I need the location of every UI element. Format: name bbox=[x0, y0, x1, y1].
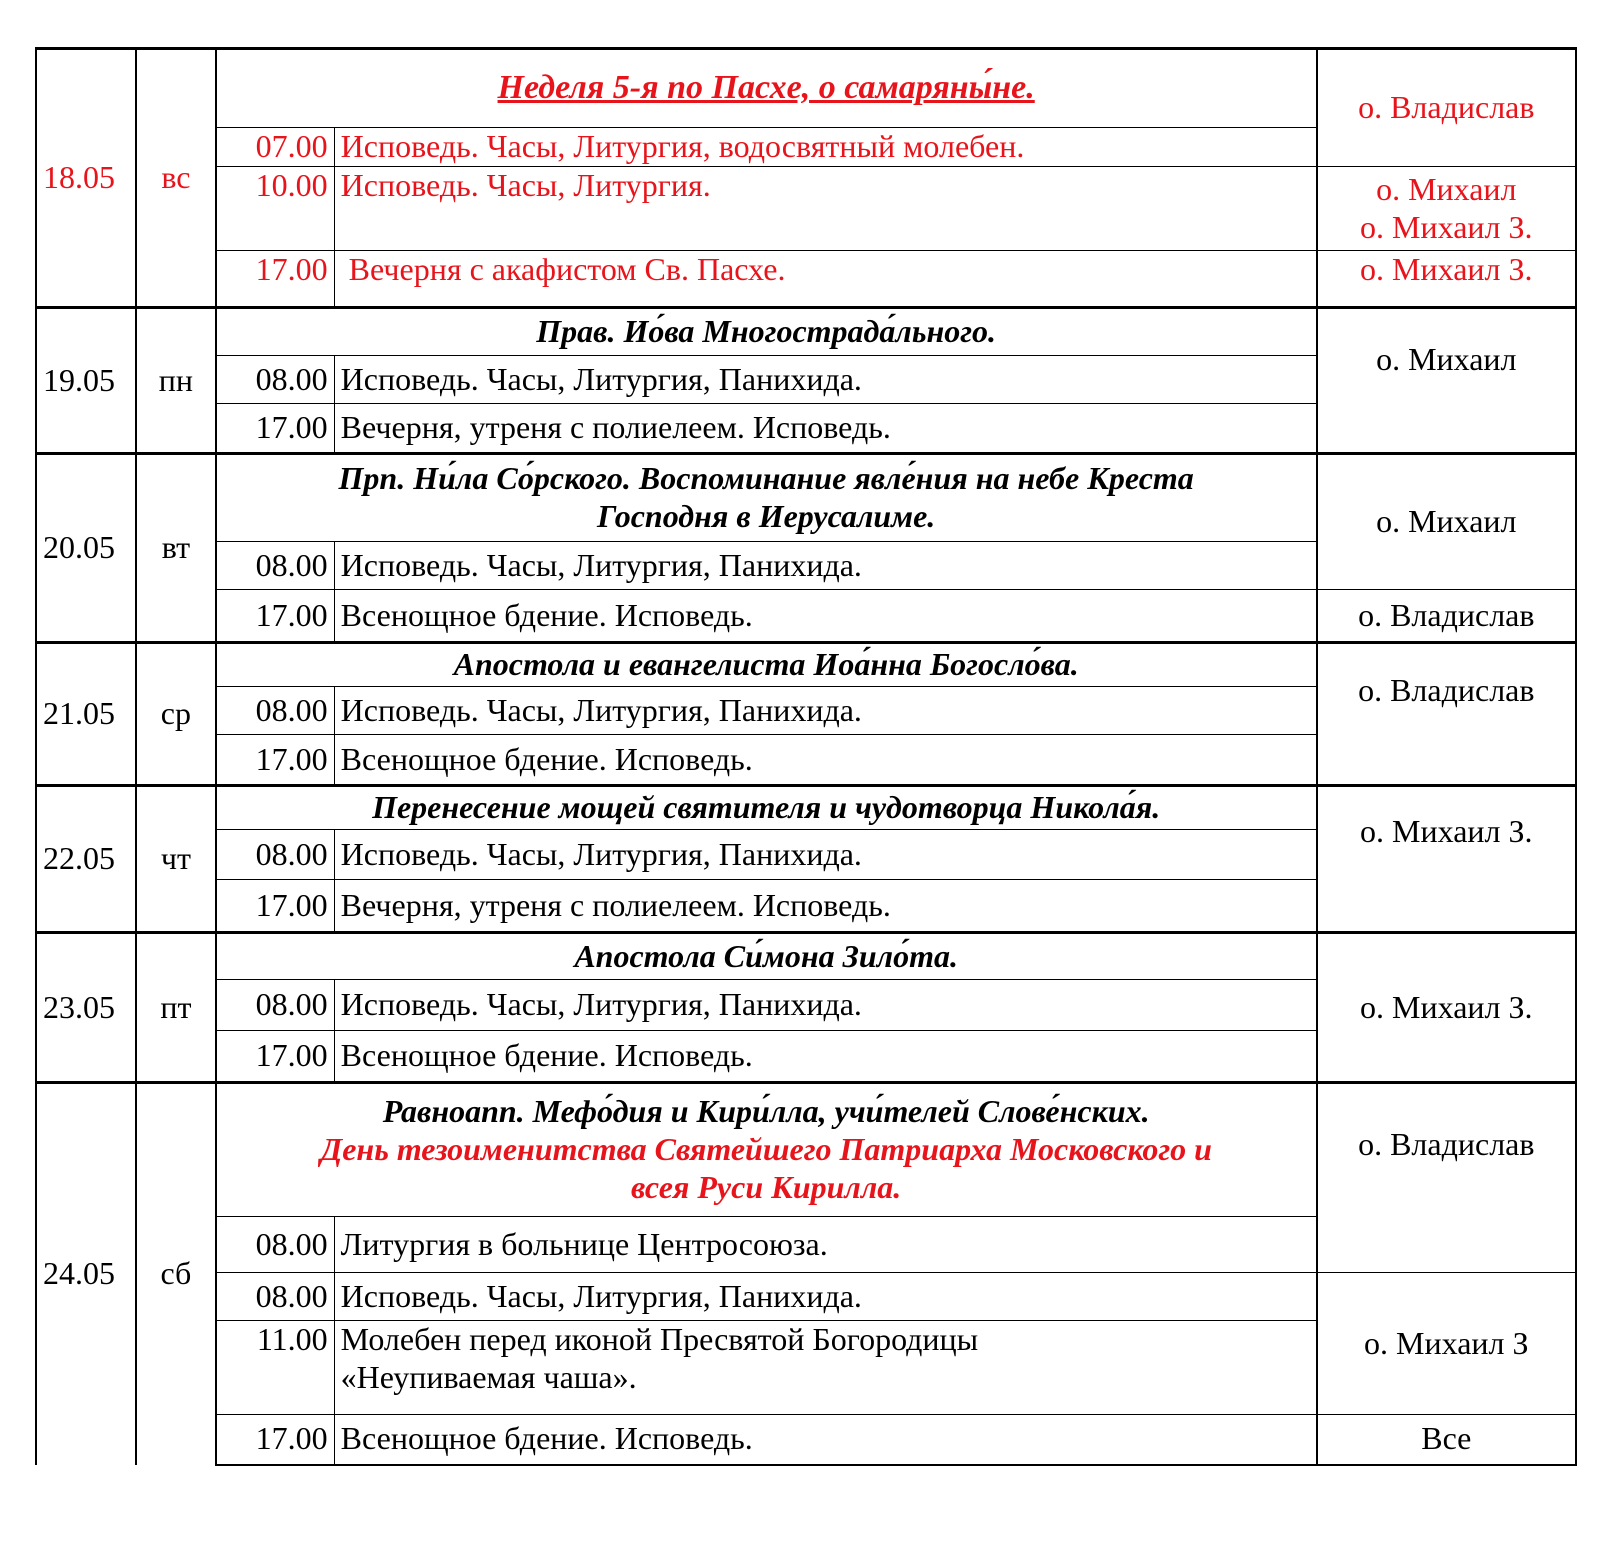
service-text: Исповедь. Часы, Литургия, Панихида. bbox=[334, 980, 1316, 1031]
service-text-line: «Неупиваемая чаша». bbox=[340, 1358, 637, 1395]
weekday-cell: чт bbox=[136, 786, 216, 933]
service-time: 08.00 bbox=[216, 542, 334, 590]
service-row bbox=[36, 251, 1576, 308]
weekday-cell: вс bbox=[136, 49, 216, 308]
service-time: 11.00 bbox=[216, 1321, 334, 1415]
priest-name: о. Михаил bbox=[1376, 170, 1517, 207]
service-time: 07.00 bbox=[216, 128, 334, 167]
day-row-21-05 bbox=[36, 643, 1576, 687]
service-time: 08.00 bbox=[216, 1273, 334, 1321]
service-time: 10.00 bbox=[216, 167, 334, 251]
service-time: 17.00 bbox=[216, 880, 334, 933]
service-text: Исповедь. Часы, Литургия. bbox=[334, 167, 1316, 251]
service-row bbox=[36, 590, 1576, 643]
feast-subtitle-line: всея Руси Кирилла. bbox=[631, 1168, 902, 1205]
weekday-cell: ср bbox=[136, 643, 216, 786]
service-text: Исповедь. Часы, Литургия, Панихида. bbox=[334, 542, 1316, 590]
feast-title bbox=[216, 1083, 1317, 1217]
date-cell: 22.05 bbox=[36, 786, 136, 933]
date-cell: 24.05 bbox=[36, 1083, 136, 1465]
weekday-cell: вт bbox=[136, 454, 216, 643]
service-time: 17.00 bbox=[216, 1415, 334, 1465]
weekday-cell: пн bbox=[136, 308, 216, 454]
weekday-cell: пт bbox=[136, 933, 216, 1083]
priest-cell: о. Михаил bbox=[1317, 308, 1576, 454]
service-time: 08.00 bbox=[216, 1217, 334, 1273]
day-row-23-05 bbox=[36, 933, 1576, 980]
service-text: Исповедь. Часы, Литургия, Панихида. bbox=[334, 687, 1316, 735]
feast-title-line: Прп. Ни́ла Со́рского. Воспоминание явле́ния на небе Креста bbox=[338, 460, 1194, 497]
priest-cell: о. Владислав bbox=[1317, 590, 1576, 643]
service-row bbox=[36, 1273, 1576, 1321]
service-time: 08.00 bbox=[216, 980, 334, 1031]
service-time: 17.00 bbox=[216, 251, 334, 308]
service-time: 08.00 bbox=[216, 830, 334, 880]
feast-title: Апостола Си́мона Зило́та. bbox=[216, 933, 1317, 980]
priest-cell: о. Владислав bbox=[1317, 49, 1576, 167]
feast-title-line: Равноапп. Мефо́дия и Кири́лла, учи́телей Слове́нских. bbox=[382, 1093, 1150, 1130]
service-text: Литургия в больнице Центросоюза. bbox=[334, 1217, 1316, 1273]
service-text: Вечерня с акафистом Св. Пасхе. bbox=[334, 251, 1316, 308]
priest-cell: Все bbox=[1317, 1415, 1576, 1465]
feast-title bbox=[216, 454, 1317, 542]
service-text: Всенощное бдение. Исповедь. bbox=[334, 735, 1316, 786]
priest-cell: о. Михаил З bbox=[1317, 1273, 1576, 1415]
service-time: 17.00 bbox=[216, 404, 334, 454]
service-row bbox=[36, 1415, 1576, 1465]
service-time: 08.00 bbox=[216, 356, 334, 404]
priest-cell bbox=[1317, 167, 1576, 251]
service-row bbox=[36, 167, 1576, 251]
service-time: 17.00 bbox=[216, 735, 334, 786]
service-time: 08.00 bbox=[216, 687, 334, 735]
priest-cell: о. Михаил З. bbox=[1317, 933, 1576, 1083]
service-text: Всенощное бдение. Исповедь. bbox=[334, 1415, 1316, 1465]
date-cell: 18.05 bbox=[36, 49, 136, 308]
feast-title: Прав. Ио́ва Многострада́льного. bbox=[216, 308, 1317, 356]
weekday-cell: сб bbox=[136, 1083, 216, 1465]
day-row-22-05 bbox=[36, 786, 1576, 830]
service-text-line: Молебен перед иконой Пресвятой Богородицы bbox=[340, 1321, 979, 1357]
priest-cell: о. Владислав bbox=[1317, 643, 1576, 786]
service-time: 17.00 bbox=[216, 590, 334, 643]
priest-cell: о. Михаил З. bbox=[1317, 786, 1576, 933]
feast-title: Перенесение мощей святителя и чудотворца Никола́я. bbox=[216, 786, 1317, 830]
priest-cell: о. Владислав bbox=[1317, 1083, 1576, 1273]
service-text: Исповедь. Часы, Литургия, Панихида. bbox=[334, 1273, 1316, 1321]
date-cell: 23.05 bbox=[36, 933, 136, 1083]
day-row-18-05 bbox=[36, 49, 1576, 128]
date-cell: 19.05 bbox=[36, 308, 136, 454]
priest-cell: о. Михаил bbox=[1317, 454, 1576, 590]
feast-subtitle-line: День тезоименитства Святейшего Патриарха Московского и bbox=[320, 1131, 1212, 1168]
service-text: Всенощное бдение. Исповедь. bbox=[334, 1031, 1316, 1083]
service-text: Всенощное бдение. Исповедь. bbox=[334, 590, 1316, 643]
date-cell: 21.05 bbox=[36, 643, 136, 786]
day-row-24-05 bbox=[36, 1083, 1576, 1217]
feast-title bbox=[216, 49, 1317, 128]
service-text: Исповедь. Часы, Литургия, водосвятный молебен. bbox=[334, 128, 1316, 167]
day-row-20-05 bbox=[36, 454, 1576, 542]
priest-cell: о. Михаил З. bbox=[1317, 251, 1576, 308]
service-time: 17.00 bbox=[216, 1031, 334, 1083]
feast-title-line: Господня в Иерусалиме. bbox=[597, 498, 936, 534]
service-text bbox=[334, 1321, 1316, 1415]
feast-title: Апостола и евангелиста Иоа́нна Богосло́ва. bbox=[216, 643, 1317, 687]
date-cell: 20.05 bbox=[36, 454, 136, 643]
service-text: Исповедь. Часы, Литургия, Панихида. bbox=[334, 356, 1316, 404]
day-row-19-05 bbox=[36, 308, 1576, 356]
feast-title-text: Неделя 5-я по Пасхе, о самаряны́не. bbox=[497, 69, 1035, 107]
service-text: Вечерня, утреня с полиелеем. Исповедь. bbox=[334, 880, 1316, 933]
service-text: Исповедь. Часы, Литургия, Панихида. bbox=[334, 830, 1316, 880]
priest-name: о. Михаил З. bbox=[1360, 208, 1533, 245]
service-text: Вечерня, утреня с полиелеем. Исповедь. bbox=[334, 404, 1316, 454]
service-schedule-table bbox=[35, 47, 1577, 1466]
